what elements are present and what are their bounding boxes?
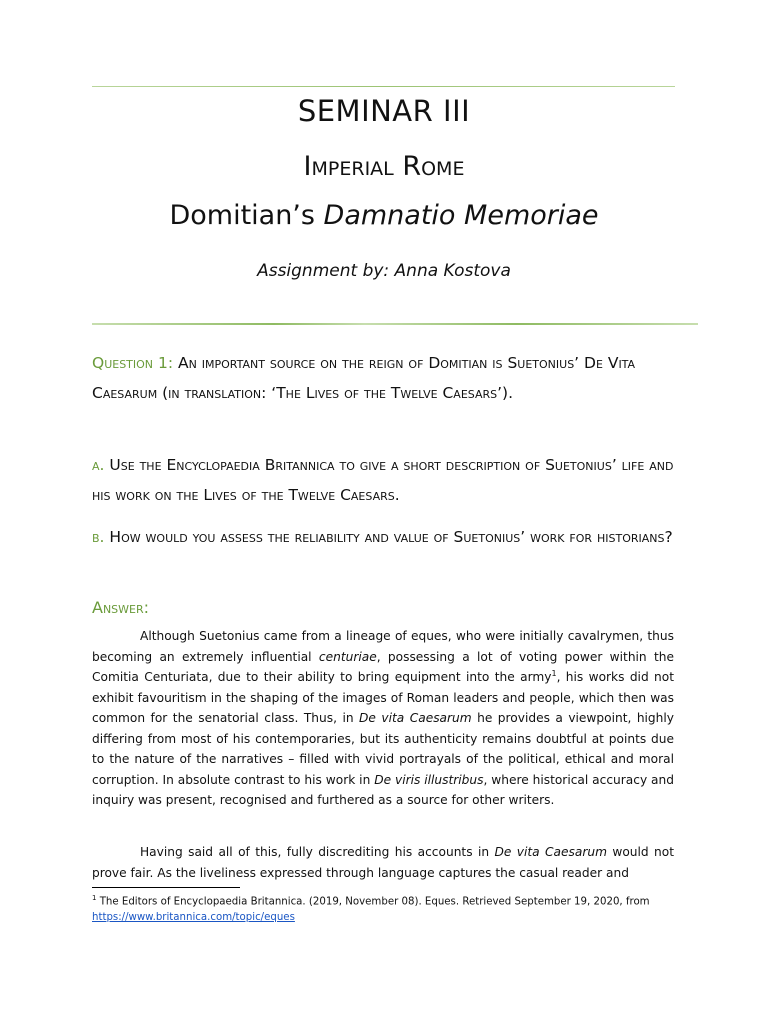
p1-italic-1: centuriae [318,649,377,664]
question-1-label: Question 1: [92,354,174,372]
question-b-text: How would you assess the reliability and value of Suetonius’ work for historians? [104,528,673,546]
question-b-label: b. [92,528,105,546]
author-line: Assignment by: Anna Kostova [257,261,511,281]
p1-italic-2: De vita Caesarum [359,711,472,725]
question-a [92,450,682,510]
answer-heading: Answer: [92,598,150,617]
document-title [0,200,768,231]
question-a-text: Use the Encyclopaedia Britannica to give a short description of Suetonius’ life and his work on the Lives of the Twelve Caesars. [92,456,674,504]
p1-text-4: he provides a viewpoint, highly differing from most of his contemporaries, but its authenticity remains doubtful at points due to the nature of the narratives – filled with vivid portrayals of the political, ethical and moral corruption. In absolute contrast to his work in [92,711,674,787]
footnote-link[interactable]: https://www.britannica.com/topic/eques [92,912,295,924]
subtitle-heading: Imperial Rome [303,151,465,182]
question-1-text: An important source on the reign of Domitian is Suetonius’ De Vita Caesarum (in translation: ‘The Lives of the Twelve Caesars’). [92,354,636,402]
footnote [92,890,674,926]
p2-text-2: would not prove fair. As the liveliness expressed through language captures the casual reader and [92,845,674,880]
seminar-heading: SEMINAR III [297,94,471,128]
p1-text-2: , possessing a lot of voting power within the Comitia Centuriata, due to their ability to bring equipment into the army [92,649,674,684]
answer-paragraph-2 [92,842,674,883]
p1-text-5: , where historical accuracy and inquiry was present, recognised and furthered as a source for other writers. [92,772,674,807]
p1-text-3: , his works did not exhibit favouritism in the shaping of the images of Roman leaders and people, which then was common for the senatorial class. Thus, in [92,670,674,725]
footnote-divider [92,887,240,888]
question-1 [92,348,682,408]
footnote-text: The Editors of Encyclopaedia Britannica. (2019, November 08). Eques. Retrieved September 19, 2020, from [96,896,650,908]
p1-text-1: Although Suetonius came from a lineage of eques, who were initially cavalrymen, thus becoming an extremely influential [92,629,674,664]
mid-divider [92,323,698,325]
question-b [92,522,682,552]
top-divider [92,86,675,87]
p2-text-1: Having said all of this, fully discrediting his accounts in [140,845,495,859]
footnote-number: 1 [92,894,97,902]
question-a-label: a. [92,456,105,474]
title-italic: Damnatio Memoriae [323,200,599,231]
p1-italic-3: De viris illustribus [374,772,484,787]
footnote-reference[interactable]: 1 [551,668,557,678]
title-plain: Domitian’s [169,200,324,231]
p2-italic-1: De vita Caesarum [494,845,607,859]
answer-paragraph-1 [92,626,674,811]
